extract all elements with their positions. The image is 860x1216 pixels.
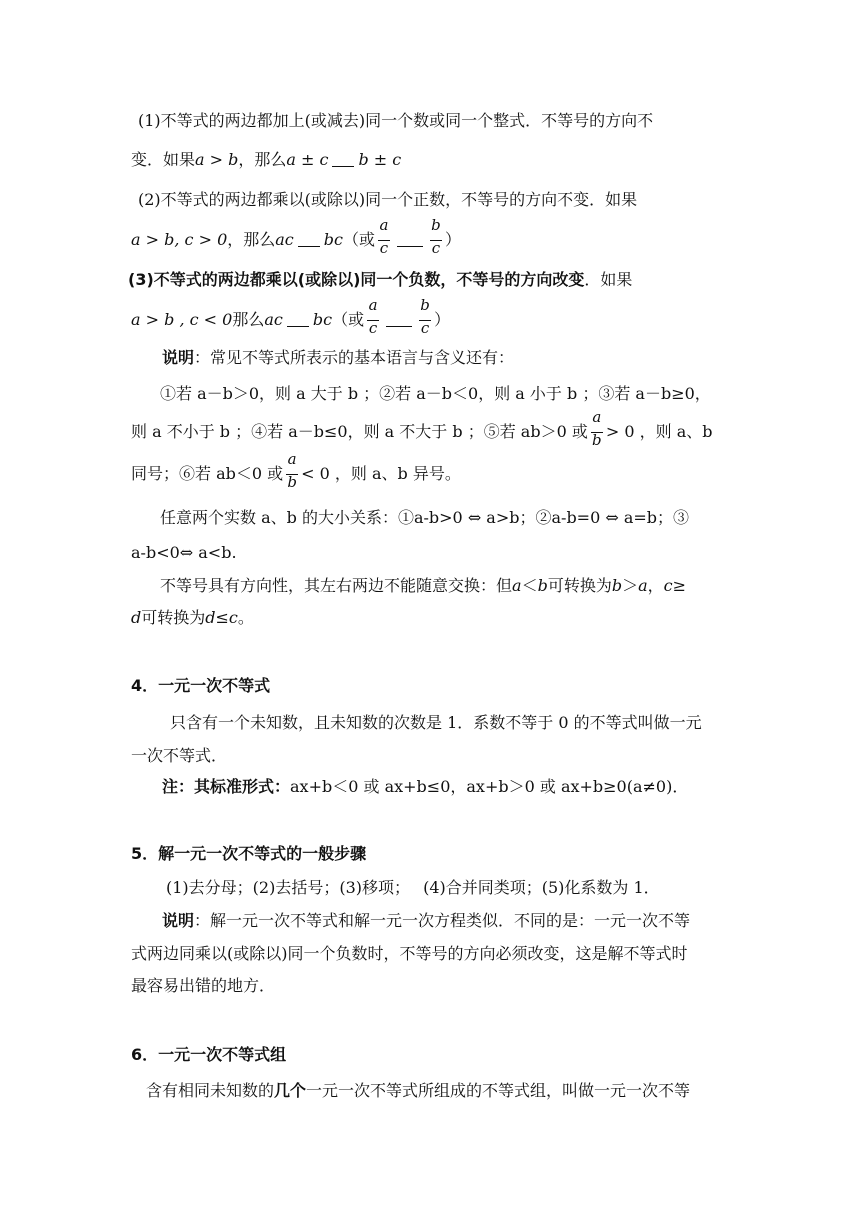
direction-var: a <box>638 576 648 595</box>
property2-close: ） <box>444 230 461 249</box>
section4-line2: 一次不等式． <box>131 746 228 765</box>
section4-note <box>162 777 688 797</box>
section5-note-text: ：解一元一次不等式和解一元一次方程类似．不同的是：一元一次不等 <box>194 911 691 930</box>
direction-period: 。 <box>237 608 254 627</box>
property1-then: ，那么 <box>238 150 287 169</box>
property2-or: （或 <box>342 230 375 249</box>
direction-text-a: 不等号具有方向性，其左右两边不能随意交换：但 <box>160 576 513 595</box>
property2-condition: a > b, c > 0 <box>131 230 228 249</box>
note1-line2-b: > 0 ，则 a、b <box>605 422 713 441</box>
section4-note-text: ax+b＜0 或 ax+b≤0，ax+b＞0 或 ax+b≥0(a≠0)． <box>290 777 689 796</box>
property3-then: 那么 <box>232 310 265 329</box>
note1-line3-b: < 0 ，则 a、b 异号。 <box>301 464 461 483</box>
note1-line2-a: 则 a 不小于 b ；④若 a－b≤0，则 a 不大于 b ；⑤若 ab＞0 或 <box>131 422 588 441</box>
section5-steps: (1)去分母；(2)去括号；(3)移项； (4)合并同类项；(5)化系数为 1． <box>166 878 660 897</box>
direction-var: a <box>512 576 522 595</box>
compare-line2: a-b<0⇔ a<b. <box>131 543 237 562</box>
note1-text: ：常见不等式所表示的基本语言与含义还有： <box>194 348 515 367</box>
note1-line1: ①若 a－b＞0，则 a 大于 b ；②若 a－b＜0，则 a 小于 b ；③若 a－b≥0， <box>160 384 711 403</box>
property3-line2 <box>131 295 451 337</box>
property3-right-expr: bc <box>312 310 333 329</box>
property2-blank <box>298 232 320 247</box>
direction-comma: ， <box>647 576 664 595</box>
property2-left-expr: ac <box>275 230 294 249</box>
property2-line1: (2)不等式的两边都乘以(或除以)同一个正数，不等号的方向不变．如果 <box>138 190 638 209</box>
direction-text: 可转换为 <box>141 608 206 627</box>
property3-bold-rule: (3)不等式的两边都乘以(或除以)同一个负数，不等号的方向改变 <box>128 270 585 289</box>
section5-heading: 5．解一元一次不等式的一般步骤 <box>131 844 367 863</box>
property1-line2 <box>131 150 401 170</box>
direction-var: b <box>611 576 623 595</box>
section6-text-b: 一元一次不等式所组成的不等式组，叫做一元一次不等 <box>306 1081 691 1100</box>
section6-line1 <box>146 1081 690 1101</box>
section6-bold-several: 几个 <box>274 1081 307 1100</box>
section4-heading: 4．一元一次不等式 <box>131 676 271 695</box>
direction-var: c <box>228 608 238 627</box>
section6-heading: 6．一元一次不等式组 <box>131 1045 287 1064</box>
note1-fraction-a-over-b: $\frac{a}{b}$ <box>592 407 602 449</box>
property2-then: ，那么 <box>227 230 276 249</box>
compare-line1: 任意两个实数 a、b 的大小关系：①a-b>0 ⇔ a>b；②a-b=0 ⇔ a=b；③ <box>160 508 690 527</box>
property3-rest: ．如果 <box>584 270 633 289</box>
property1-right-expr: b ± c <box>358 150 402 169</box>
section4-note-label: 注：其标准形式： <box>162 777 291 796</box>
section5-note-line3: 最容易出错的地方． <box>131 976 276 995</box>
direction-op: ≤ <box>215 608 229 627</box>
section6-text-a: 含有相同未知数的 <box>146 1081 275 1100</box>
note1-fraction-a-over-b-2: $\frac{a}{b}$ <box>287 449 297 491</box>
direction-var: d <box>205 608 216 627</box>
direction-line2 <box>131 608 254 628</box>
note1-label: 说明 <box>162 348 195 367</box>
property3-blank <box>287 312 309 327</box>
property1-left-expr: a ± c <box>286 150 329 169</box>
property3-fraction-right: $\frac{b}{c}$ <box>420 295 430 337</box>
property2-fraction-right: $\frac{b}{c}$ <box>431 215 441 257</box>
property2-line2 <box>131 215 461 257</box>
note1-line2 <box>131 407 713 449</box>
note1-line3 <box>131 449 461 491</box>
section4-line1: 只含有一个未知数，且未知数的次数是 1．系数不等于 0 的不等式叫做一元 <box>170 713 702 732</box>
note1-line3-a: 同号；⑥若 ab＜0 或 <box>131 464 284 483</box>
property1-prefix: 变．如果 <box>131 150 196 169</box>
direction-var: b <box>537 576 548 595</box>
property3-line1 <box>128 270 632 290</box>
direction-line1 <box>160 576 686 596</box>
direction-text-c: 可转换为 <box>547 576 612 595</box>
property2-right-expr: bc <box>323 230 343 249</box>
note1-intro <box>162 348 514 368</box>
section5-note-line1 <box>162 911 690 931</box>
property3-frac-blank <box>386 312 412 327</box>
property2-frac-blank <box>397 232 423 247</box>
property3-close: ） <box>434 310 451 329</box>
property3-left-expr: ac <box>264 310 283 329</box>
direction-op: ＞ <box>622 576 639 595</box>
property3-or: （或 <box>332 310 365 329</box>
section5-note-line2: 式两边同乘以(或除以)同一个负数时，不等号的方向必须改变，这是解不等式时 <box>131 944 688 963</box>
section5-note-label: 说明 <box>162 911 195 930</box>
direction-op: ＜ <box>521 576 538 595</box>
property1-line1: (1)不等式的两边都加上(或减去)同一个数或同一个整式．不等号的方向不 <box>138 111 654 130</box>
direction-var: c <box>663 576 673 595</box>
property3-condition: a > b , c < 0 <box>131 310 233 329</box>
property2-fraction-left: $\frac{a}{c}$ <box>379 215 389 257</box>
property3-fraction-left: $\frac{a}{c}$ <box>368 295 378 337</box>
direction-var: d <box>131 608 142 627</box>
direction-op: ≥ <box>672 576 687 595</box>
property1-blank <box>332 152 354 167</box>
property1-condition: a > b <box>195 150 239 169</box>
